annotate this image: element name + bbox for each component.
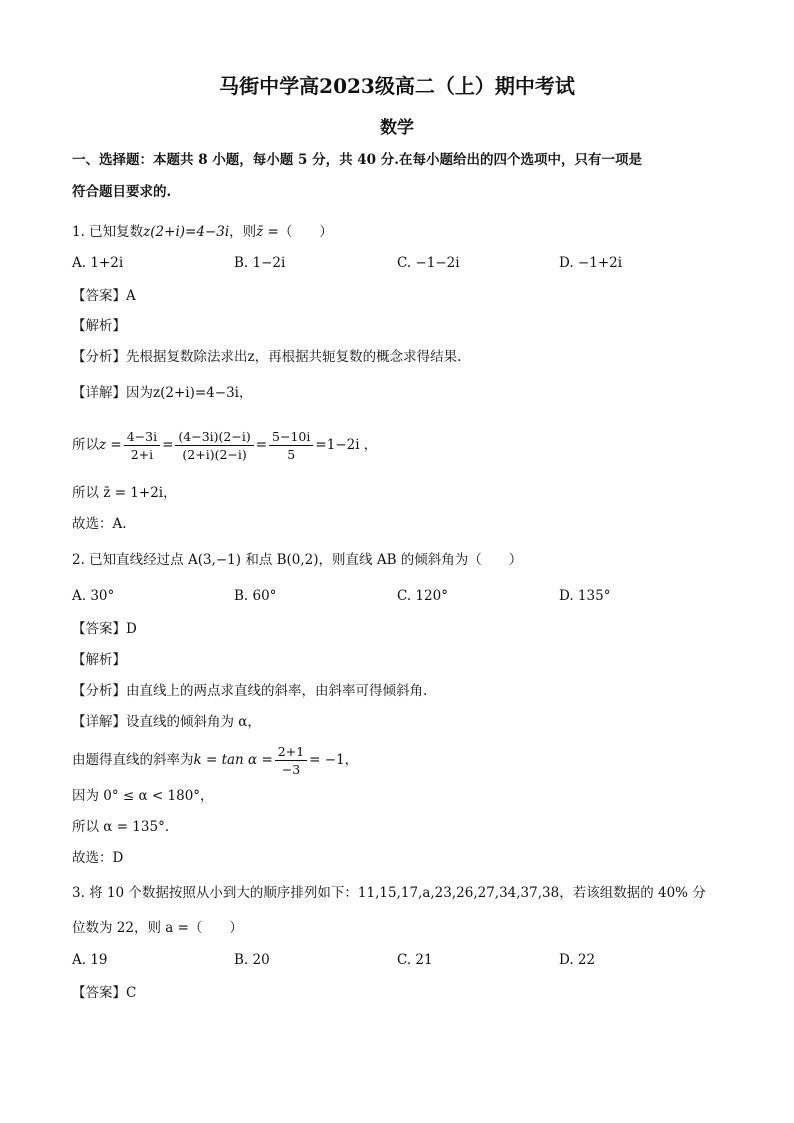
detail-label: 【详解】 <box>72 714 126 730</box>
q2-analysis-text: 由直线上的两点求直线的斜率，由斜率可得倾斜角. <box>126 683 428 699</box>
q1-analysis <box>72 347 461 367</box>
q1-f1-den: 2+i <box>130 446 154 462</box>
q2-answer-value: D <box>126 621 137 637</box>
q2-stem: 2. 已知直线经过点 A(3,−1) 和点 B(0,2)，则直线 AB 的倾斜角为（ ） <box>72 552 523 568</box>
q1-eq-1: = <box>162 437 174 453</box>
q1-final-value: A. <box>112 516 127 532</box>
q2-detail-2-k: k = tan α = <box>193 752 273 768</box>
q1-f2-den: (2+i)(2−i) <box>182 446 247 462</box>
q1-option-d: D. −1+2i <box>559 255 623 271</box>
q1-answer <box>72 286 136 306</box>
q2-detail-4: 所以 α = 135°. <box>72 819 170 835</box>
q1-detail-1 <box>72 383 252 403</box>
choose-label: 故选： <box>72 850 113 866</box>
answer-label: 【答案】 <box>72 288 126 304</box>
q1-detail-2-post: =1−2i ， <box>315 437 378 453</box>
q1-fraction-1 <box>124 429 160 462</box>
answer-label: 【答案】 <box>72 985 126 1001</box>
q3-answer <box>72 983 136 1003</box>
q2-final <box>72 848 123 868</box>
q1-f2-num: (4−3i)(2−i) <box>175 429 253 446</box>
q1-answer-value: A <box>126 288 136 304</box>
q2-option-c: C. 120° <box>397 588 448 604</box>
q2-option-d: D. 135° <box>559 588 611 604</box>
q1-stem-mid: ，则 <box>229 224 257 240</box>
detail-label: 【详解】 <box>72 385 126 401</box>
q1-detail-2-pre: 所以 <box>72 437 99 453</box>
q3-option-b: B. 20 <box>234 952 270 968</box>
q2-f-num: 2+1 <box>275 744 307 761</box>
q3-stem-line2: 位数为 22，则 a =（ ） <box>72 920 243 936</box>
section-heading-line2: 符合题目要求的. <box>72 184 172 200</box>
subject-title: 数学 <box>380 118 414 138</box>
q1-stem-expr: z(2+i)=4−3i <box>143 224 230 240</box>
q1-option-c: C. −1−2i <box>397 255 460 271</box>
q3-option-c: C. 21 <box>397 952 433 968</box>
q2-detail-2 <box>72 737 358 783</box>
q1-fraction-3 <box>269 429 313 462</box>
q1-analysis-head: 【解析】 <box>72 318 126 334</box>
q1-detail-2-z: z = <box>99 437 122 453</box>
section-heading-line1: 一、选择题：本题共 8 小题，每小题 5 分，共 40 分.在每小题给出的四个选项中，只有一项是 <box>72 152 642 168</box>
q2-final-value: D <box>112 850 124 866</box>
q1-stem-pre: 1. 已知复数 <box>72 224 144 240</box>
q2-detail-1 <box>72 712 261 732</box>
analysis-label: 【分析】 <box>72 349 126 365</box>
q1-stem <box>72 222 333 242</box>
q3-answer-value: C <box>126 985 137 1001</box>
q2-detail-1-text: 设直线的倾斜角为 α， <box>126 714 261 730</box>
analysis-label: 【分析】 <box>72 683 126 699</box>
q1-detail-3: 所以 z̄ = 1+2i， <box>72 485 177 501</box>
q3-option-a: A. 19 <box>72 952 108 968</box>
q1-detail-2 <box>72 422 377 468</box>
q3-stem-line1: 3. 将 10 个数据按照从小到大的顺序排列如下：11,15,17,a,23,26,27,34,37,38，若该组数据的 40% 分 <box>72 885 706 901</box>
q3-option-d: D. 22 <box>559 952 596 968</box>
q1-f1-num: 4−3i <box>124 429 160 446</box>
q2-detail-2-post: = −1， <box>309 752 359 768</box>
q1-option-a: A. 1+2i <box>72 255 124 271</box>
exam-title: 马街中学高2023级高二（上）期中考试 <box>219 74 575 98</box>
q1-stem-post: （ ） <box>278 224 333 240</box>
q1-detail-1-text: 因为z(2+i)=4−3i， <box>126 385 253 401</box>
q1-analysis-text: 先根据复数除法求出z，再根据共轭复数的概念求得结果. <box>126 349 462 365</box>
q1-stem-expr2: z̄ = <box>256 224 279 240</box>
q2-option-a: A. 30° <box>72 588 115 604</box>
q2-detail-3: 因为 0° ≤ α < 180°， <box>72 788 214 804</box>
answer-label: 【答案】 <box>72 621 126 637</box>
q2-analysis <box>72 681 427 701</box>
q1-final <box>72 514 127 534</box>
q2-f-den: −3 <box>281 761 301 777</box>
q2-option-b: B. 60° <box>234 588 277 604</box>
q1-eq-2: = <box>255 437 268 453</box>
q2-answer <box>72 619 137 639</box>
q1-option-b: B. 1−2i <box>234 255 286 271</box>
q2-detail-2-pre: 由题得直线的斜率为 <box>72 752 194 768</box>
q1-fraction-2 <box>175 429 253 462</box>
q2-analysis-head: 【解析】 <box>72 652 126 668</box>
q1-f3-den: 5 <box>287 446 296 462</box>
q1-f3-num: 5−10i <box>269 429 313 446</box>
choose-label: 故选： <box>72 516 113 532</box>
q2-fraction <box>275 744 307 777</box>
